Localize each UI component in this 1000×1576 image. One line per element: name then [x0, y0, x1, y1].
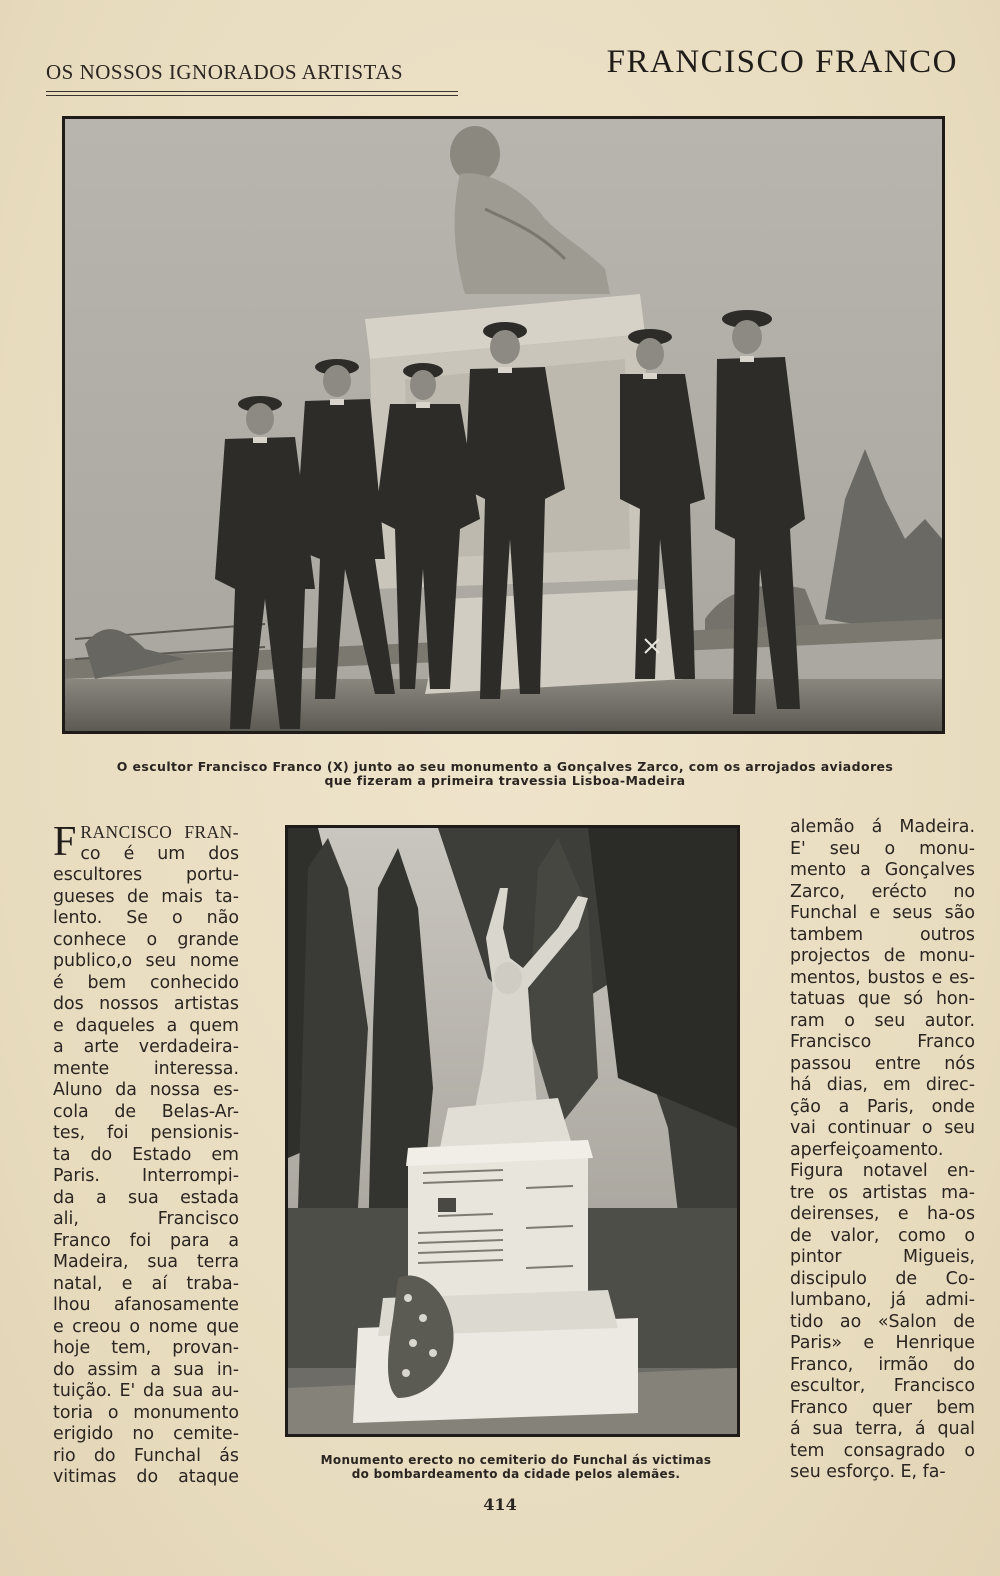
top-caption-line-2: que fizeram a primeira travessia Lisboa-Madeira [324, 773, 686, 788]
text-line: Aluno da nossa es- [53, 1080, 239, 1100]
text-line: Zarco, erécto no [790, 881, 975, 902]
drop-cap: F [53, 819, 77, 865]
text-line: RANCISCO FRAN- [80, 822, 239, 842]
text-line: Madeira, sua terra [53, 1252, 239, 1272]
text-line: tem consagrado o [790, 1440, 975, 1461]
text-line: publico,o seu nome [53, 951, 239, 971]
text-line: alemão á Madeira. [790, 817, 975, 837]
text-line: pintor Migueis, [790, 1247, 975, 1267]
text-line: mento a Gonçalves [790, 860, 975, 880]
text-line: hoje tem, provan- [53, 1338, 239, 1358]
text-line: dos nossos artistas [53, 994, 239, 1014]
text-line: seu esforço. E, fa- [790, 1462, 946, 1482]
article-title: FRANCISCO FRANCO [606, 44, 958, 80]
text-line: projectos de monu- [790, 946, 975, 966]
bottom-caption-line-1: Monumento erecto no cemiterio do Funchal ás victimas [320, 1453, 712, 1467]
text-line: E' seu o monu- [790, 838, 975, 859]
text-line: Franco foi para a [53, 1230, 239, 1251]
bottom-photo-caption [296, 1453, 736, 1481]
text-line: da a sua estada [53, 1187, 239, 1208]
top-photo-caption [110, 760, 900, 788]
text-line: toria o monumento [53, 1402, 239, 1423]
text-line: Paris. Interrompi- [53, 1166, 239, 1186]
text-line: tido ao «Salon de [790, 1311, 975, 1332]
text-line: discipulo de Co- [790, 1268, 975, 1289]
text-line: Franco, irmão do [790, 1354, 975, 1375]
text-line: cola de Belas-Ar- [53, 1101, 239, 1122]
text-line: tambem outros [790, 924, 975, 945]
text-line: Franco quer bem [790, 1397, 975, 1418]
text-line: Figura notavel en- [790, 1161, 975, 1181]
text-line: escultor, Francisco [790, 1376, 975, 1396]
text-line: Funchal e seus são [790, 903, 975, 923]
top-caption-line-1: O escultor Francisco Franco (X) junto ao seu monumento a Gonçalves Zarco, com os arrojados aviadores [116, 759, 894, 774]
text-line: escultores portu- [53, 865, 239, 885]
text-line: tre os artistas ma- [790, 1182, 975, 1203]
text-line: do assim a sua in- [53, 1359, 239, 1380]
text-line: rio do Funchal ás [53, 1445, 239, 1466]
text-line: Francisco Franco [790, 1032, 975, 1052]
text-line: á sua terra, á qual [790, 1419, 975, 1439]
text-line: tuição. E' da sua au- [53, 1381, 239, 1401]
section-heading: OS NOSSOS IGNORADOS ARTISTAS [46, 60, 458, 92]
text-line: lhou afanosamente [53, 1295, 239, 1315]
photo-aviators-monument [62, 116, 945, 734]
article-column-right [790, 817, 975, 1484]
text-line: vai continuar o seu [790, 1118, 975, 1138]
text-line: a arte verdadeira- [53, 1037, 239, 1057]
photo-aviators-monument-image [65, 119, 942, 731]
text-line: e creou o nome que [53, 1316, 239, 1337]
text-line: Paris» e Henrique [790, 1333, 975, 1353]
text-line: ram o seu autor. [790, 1010, 975, 1031]
page-number: 414 [483, 1495, 517, 1514]
text-line: ta do Estado em [53, 1144, 239, 1165]
text-line: de valor, como o [790, 1225, 975, 1246]
text-line: erigido no cemite- [53, 1424, 239, 1444]
text-line: passou entre nós [790, 1053, 975, 1074]
article-column-left [53, 819, 239, 1489]
text-line: e daqueles a quem [53, 1015, 239, 1036]
text-line: é bem conhecido [53, 972, 239, 993]
text-line: mentos, bustos e es- [790, 967, 975, 988]
photo-cemetery-monument [285, 825, 740, 1437]
text-line: aperfeiçoamento. [790, 1139, 944, 1160]
text-line: deirenses, e ha-os [790, 1204, 975, 1224]
text-line: co é um dos [80, 843, 239, 864]
text-line: ção a Paris, onde [790, 1096, 975, 1117]
text-line: tatuas que só hon- [790, 989, 975, 1009]
text-line: natal, e aí traba- [53, 1273, 239, 1294]
text-line: vitimas do ataque [53, 1467, 239, 1487]
bottom-caption-line-2: do bombardeamento da cidade pelos alemães. [351, 1467, 681, 1481]
text-line: gueses de mais ta- [53, 886, 239, 907]
text-line: tes, foi pensionis- [53, 1123, 239, 1143]
text-line: conhece o grande [53, 929, 239, 950]
text-line: lento. Se o não [53, 908, 239, 928]
text-line: lumbano, já admi- [790, 1290, 975, 1310]
text-line: há dias, em direc- [790, 1075, 975, 1095]
text-line: ali, Francisco [53, 1209, 239, 1229]
photo-cemetery-monument-image [288, 828, 737, 1434]
text-line: mente interessa. [53, 1058, 239, 1079]
